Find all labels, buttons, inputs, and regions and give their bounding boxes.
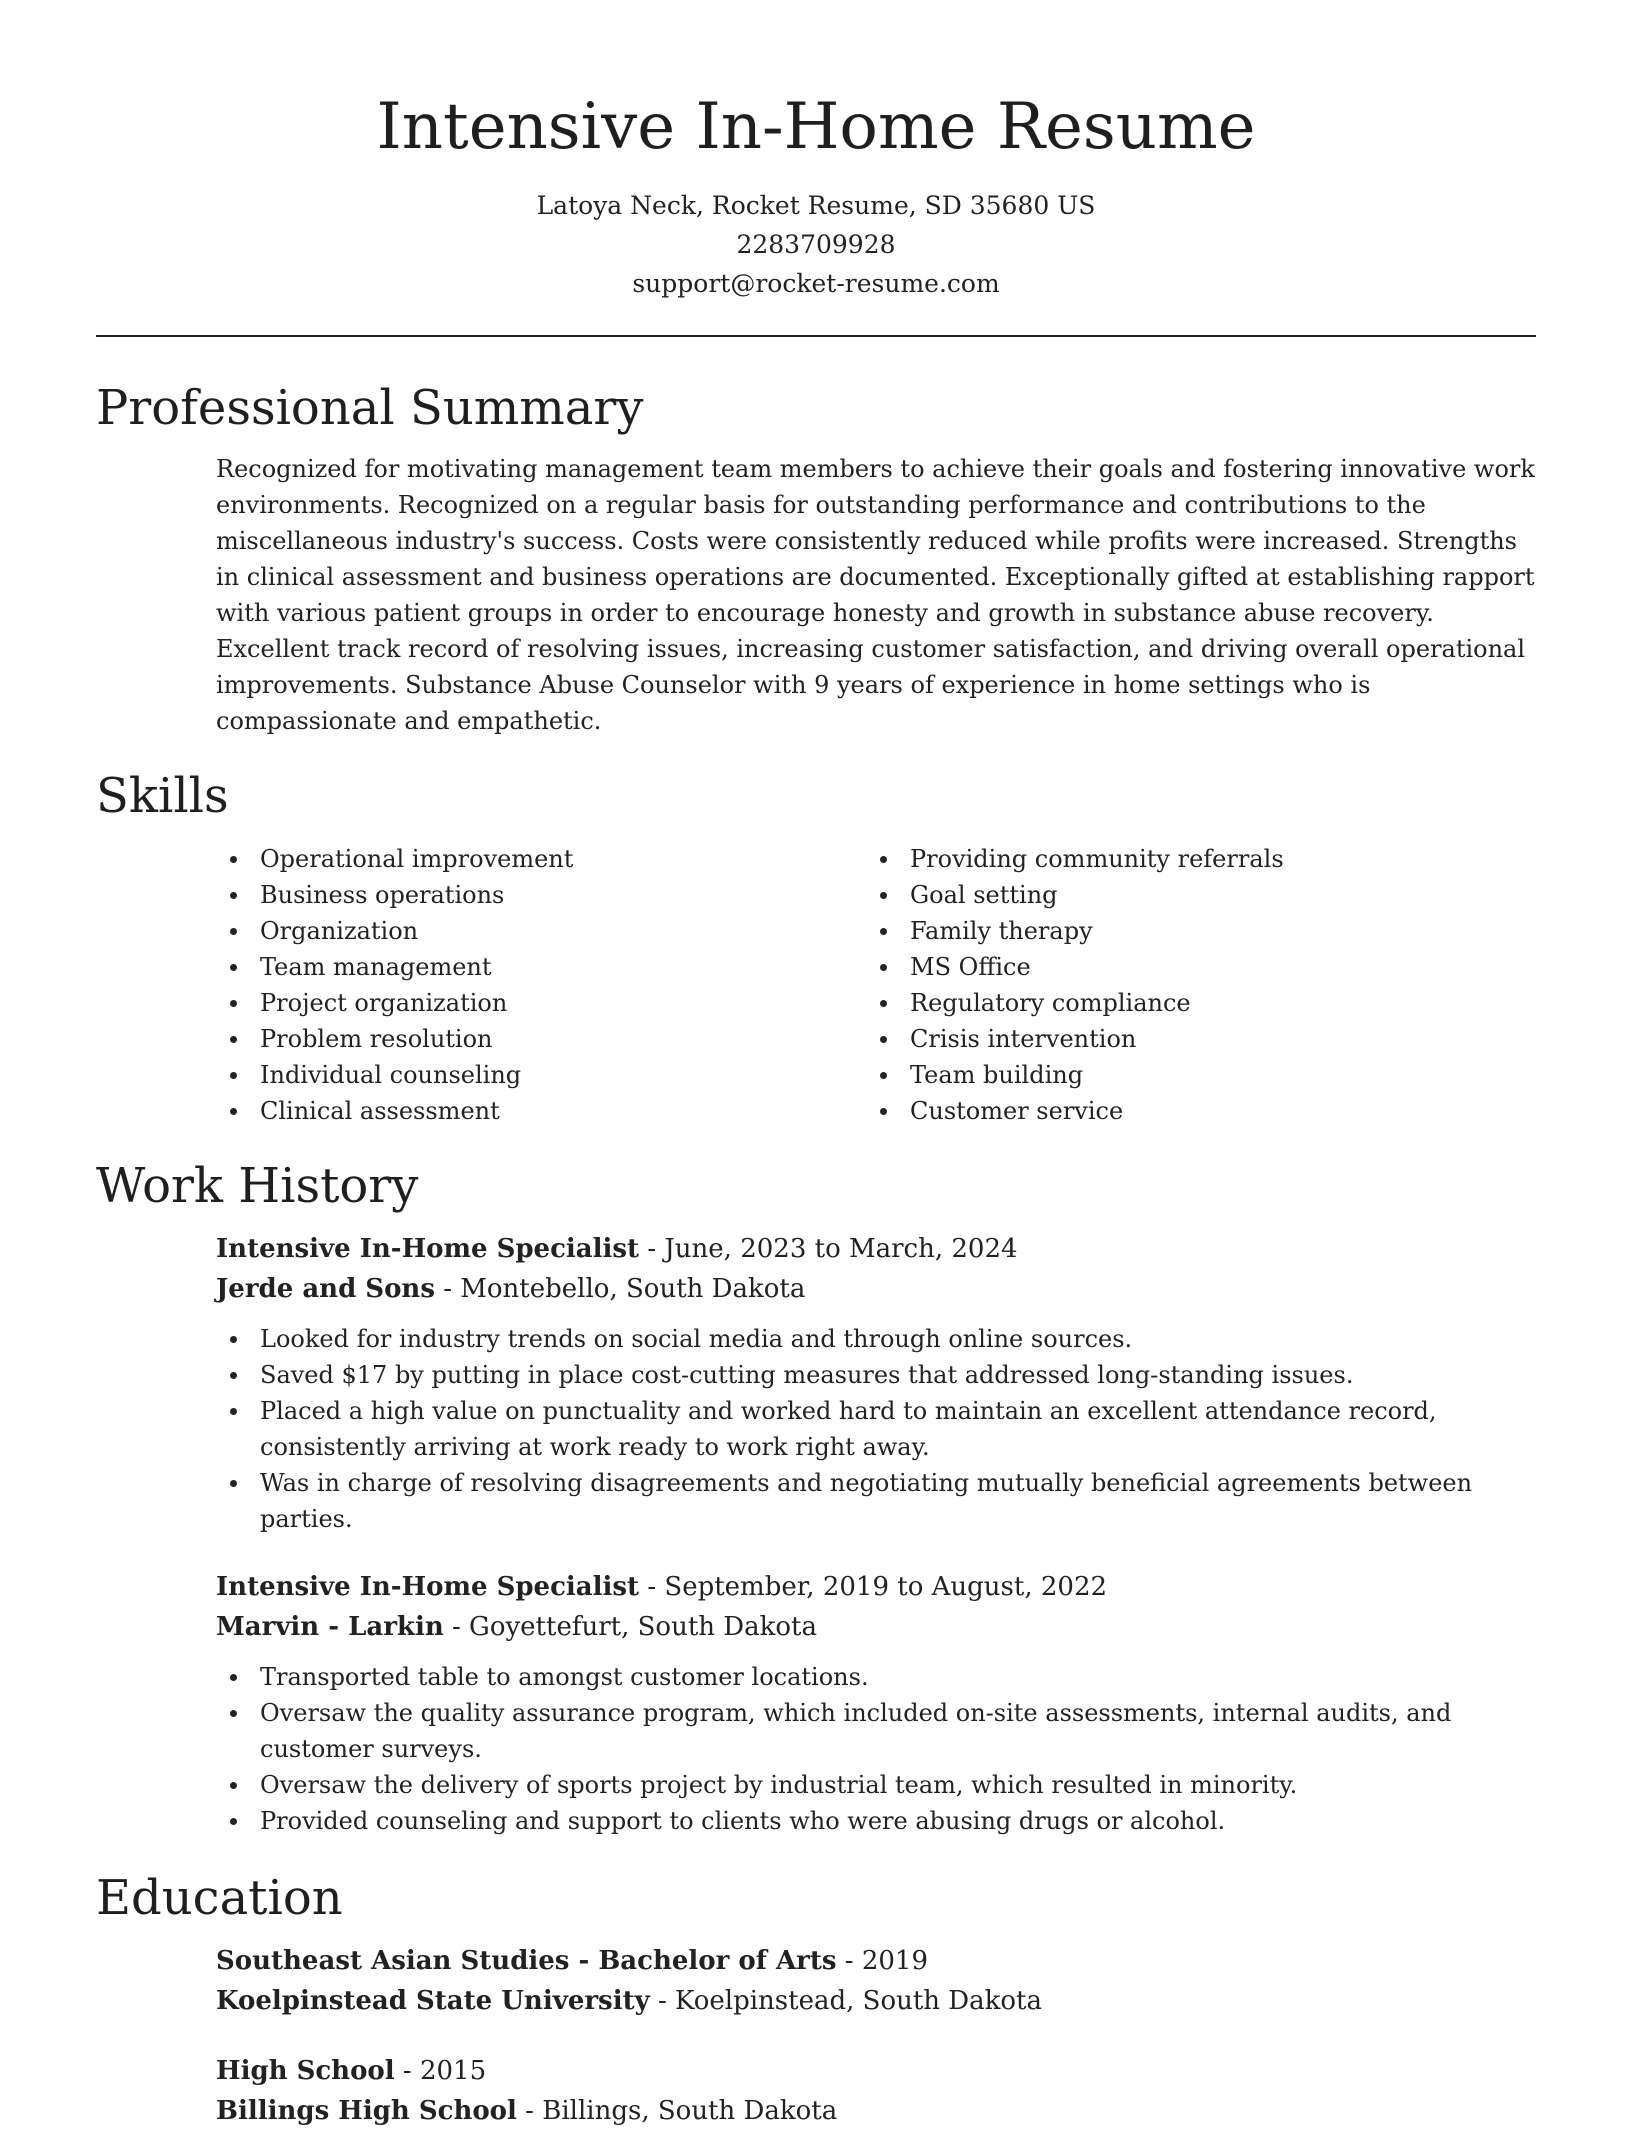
education-degree-line (216, 1941, 1536, 1981)
summary-heading: Professional Summary (96, 380, 644, 436)
skills-columns (216, 841, 1536, 1129)
job-bullet: Looked for industry trends on social media and through online sources. (216, 1321, 1536, 1357)
skill-item: Clinical assessment (216, 1093, 866, 1129)
job-title: Intensive In-Home Specialist (216, 1572, 640, 1602)
job-bullet: Provided counseling and support to clients who were abusing drugs or alcohol. (216, 1803, 1536, 1839)
summary-section (96, 375, 1536, 739)
skills-heading: Skills (96, 768, 229, 824)
job-bullet: Transported table to amongst customer locations. (216, 1659, 1536, 1695)
skill-item: MS Office (866, 949, 1516, 985)
education-school: Koelpinstead State University (216, 1986, 650, 2016)
job-dates: - September, 2019 to August, 2022 (639, 1572, 1108, 1602)
job-title-line (216, 1567, 1536, 1607)
job-bullets (216, 1659, 1536, 1839)
job-title-line (216, 1229, 1536, 1269)
job-bullet: Was in charge of resolving disagreements and negotiating mutually beneficial agreements between parties. (216, 1465, 1536, 1537)
education-section (96, 1865, 1536, 2131)
job-bullet: Placed a high value on punctuality and worked hard to maintain an excellent attendance record, consistently arriving at work ready to work right away. (216, 1393, 1536, 1465)
contact-phone: 2283709928 (736, 230, 896, 259)
education-degree: High School (216, 2056, 395, 2086)
skill-item: Customer service (866, 1093, 1516, 1129)
skill-item: Organization (216, 913, 866, 949)
skill-item: Business operations (216, 877, 866, 913)
job-entry (216, 1567, 1536, 1839)
education-year: - 2019 (836, 1946, 928, 1976)
job-title: Intensive In-Home Specialist (216, 1234, 640, 1264)
contact-email: support@rocket-resume.com (632, 269, 1000, 298)
work-history-section (96, 1153, 1536, 1839)
job-bullet: Saved $17 by putting in place cost-cutting measures that addressed long-standing issues. (216, 1357, 1536, 1393)
work-history-heading: Work History (96, 1158, 419, 1214)
skills-right-list (866, 841, 1516, 1129)
skill-item: Family therapy (866, 913, 1516, 949)
education-heading: Education (96, 1870, 343, 1926)
education-degree-line (216, 2051, 1536, 2091)
skills-section (96, 763, 1536, 1129)
skill-item: Team building (866, 1057, 1516, 1093)
skill-item: Team management (216, 949, 866, 985)
job-bullets (216, 1321, 1536, 1537)
skill-item: Individual counseling (216, 1057, 866, 1093)
summary-text: Recognized for motivating management team members to achieve their goals and fostering innovative work environments. Recognized on a regular basis for outstanding performance and contributions to the miscellaneous industry's success. Costs were consistently reduced while profits were increased. Strengths in clinical assessment and business operations are documented. Exceptionally gifted at establishing rapport with various patient groups in order to encourage honesty and growth in substance abuse recovery. Excellent track record of resolving issues, increasing customer satisfaction, and driving overall operational improvements. Substance Abuse Counselor with 9 years of experience in home settings who is compassionate and empathetic. (216, 455, 1535, 735)
education-degree: Southeast Asian Studies - Bachelor of Arts (216, 1946, 837, 1976)
job-company: Marvin - Larkin (216, 1612, 444, 1642)
education-school-line (216, 2091, 1536, 2131)
job-bullet: Oversaw the delivery of sports project by industrial team, which resulted in minority. (216, 1767, 1536, 1803)
header-divider (96, 335, 1536, 337)
skill-item: Crisis intervention (866, 1021, 1516, 1057)
job-entry (216, 1229, 1536, 1537)
education-entry (216, 2051, 1536, 2131)
education-location: - Koelpinstead, South Dakota (649, 1986, 1043, 2016)
education-year: - 2015 (394, 2056, 487, 2086)
skill-item: Project organization (216, 985, 866, 1021)
job-location: - Goyettefurt, South Dakota (443, 1612, 817, 1642)
skill-item: Goal setting (866, 877, 1516, 913)
job-company-line (216, 1607, 1536, 1647)
job-bullet: Oversaw the quality assurance program, which included on-site assessments, internal audits, and customer surveys. (216, 1695, 1536, 1767)
skill-item: Problem resolution (216, 1021, 866, 1057)
skill-item: Operational improvement (216, 841, 866, 877)
job-dates: - June, 2023 to March, 2024 (639, 1234, 1018, 1264)
job-location: - Montebello, South Dakota (434, 1274, 806, 1304)
education-school: Billings High School (216, 2096, 517, 2126)
resume-title: Intensive In-Home Resume (376, 90, 1256, 164)
education-school-line (216, 1981, 1536, 2021)
contact-block (96, 186, 1536, 303)
job-company-line (216, 1269, 1536, 1309)
resume-page (96, 0, 1536, 2131)
education-location: - Billings, South Dakota (516, 2096, 838, 2126)
skills-left-list (216, 841, 866, 1129)
education-entry (216, 1941, 1536, 2021)
skill-item: Regulatory compliance (866, 985, 1516, 1021)
skill-item: Providing community referrals (866, 841, 1516, 877)
job-company: Jerde and Sons (216, 1274, 435, 1304)
contact-address: Latoya Neck, Rocket Resume, SD 35680 US (536, 191, 1096, 220)
